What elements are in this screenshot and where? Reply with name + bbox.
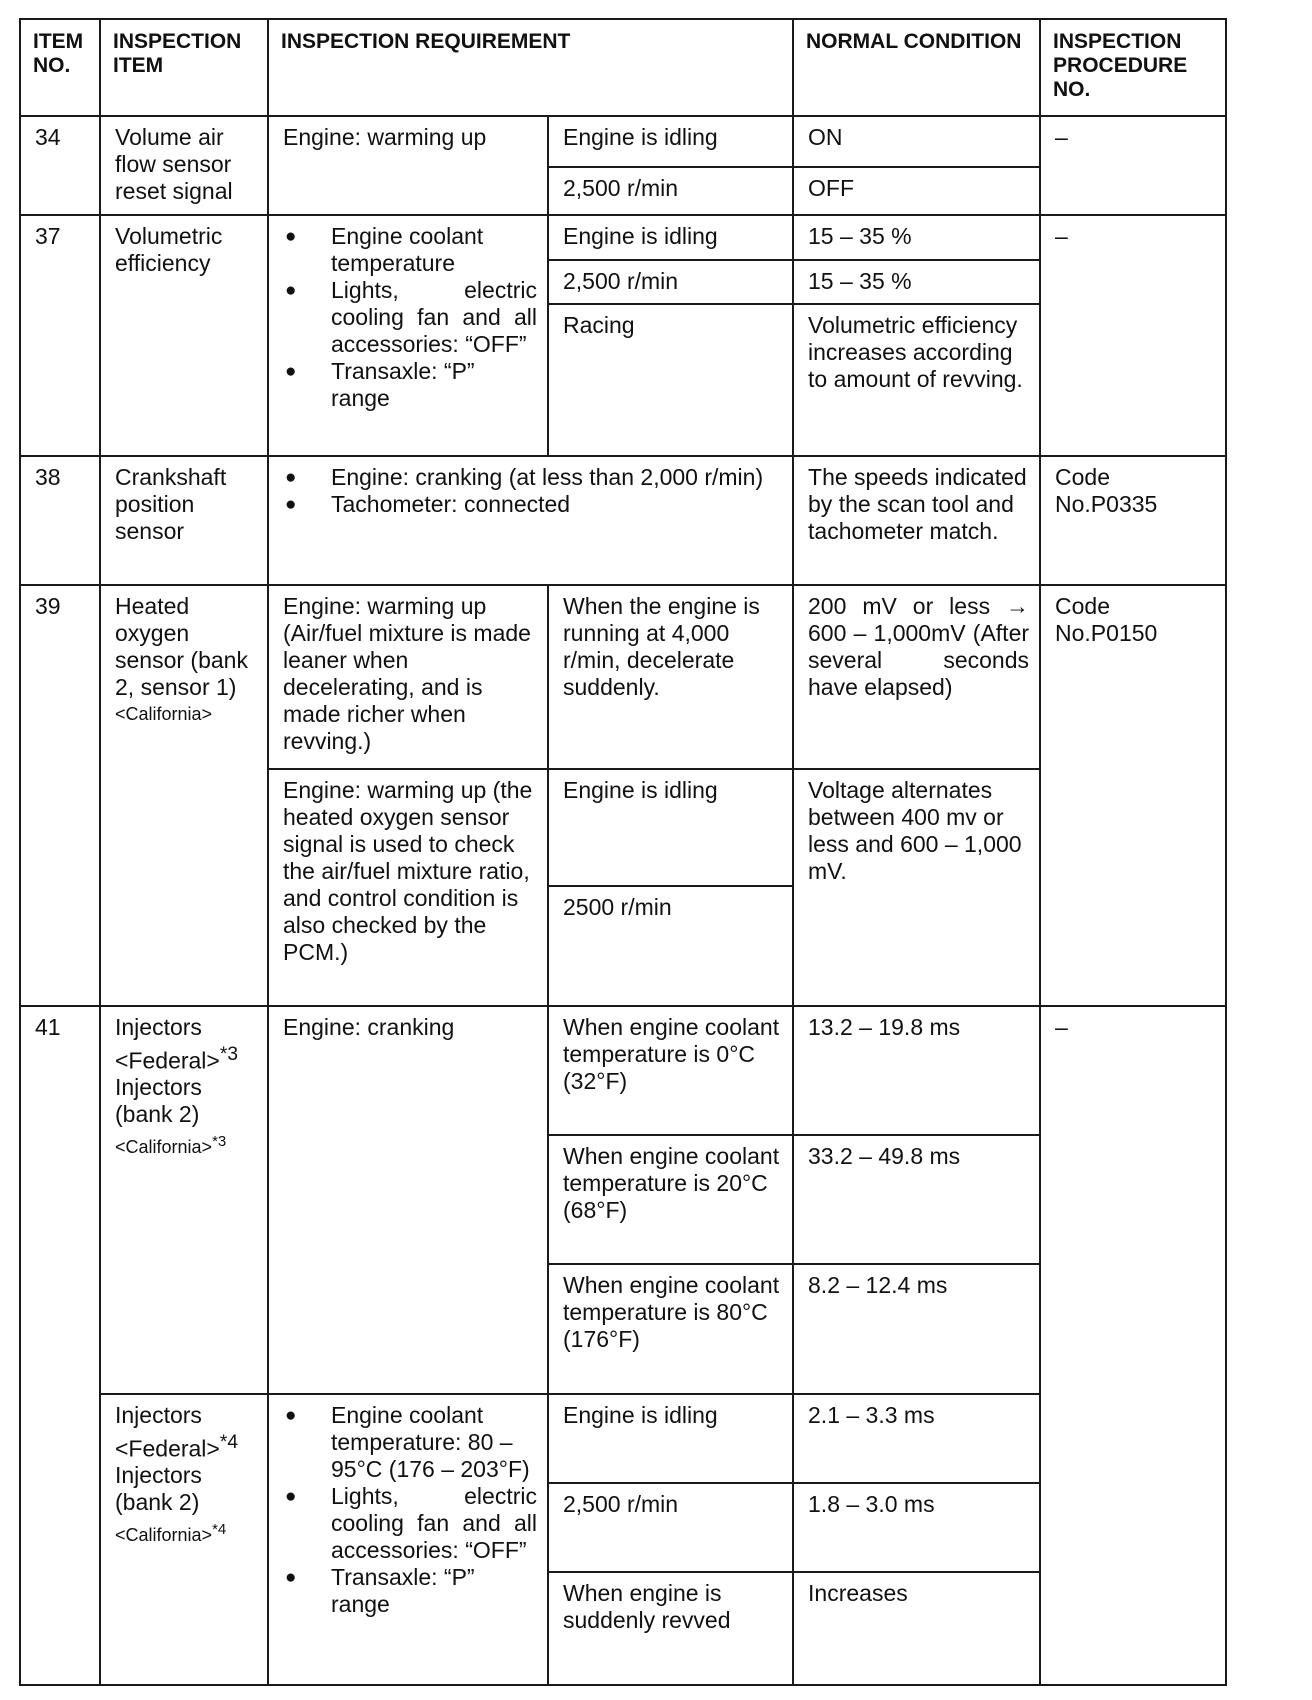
- item-41-b-normal-1: 2.1 – 3.3 ms: [793, 1394, 1040, 1483]
- item-38-name: Crankshaft position sensor: [100, 456, 268, 585]
- item-37-procedure: –: [1040, 215, 1226, 456]
- item-39-procedure: Code No.P0150: [1040, 585, 1226, 1006]
- item-41-a-normal-1: 13.2 – 19.8 ms: [793, 1006, 1040, 1135]
- list-item: ● Tachometer: connected: [283, 491, 782, 518]
- item-34-name: Volume air flow sensor reset signal: [100, 116, 268, 215]
- header-procedure-no: INSPECTION PROCEDURE NO.: [1040, 19, 1226, 116]
- table-row: [20, 215, 1226, 259]
- item-41-a-normal-3: 8.2 – 12.4 ms: [793, 1264, 1040, 1393]
- list-item: ● Engine: cranking (at less than 2,000 r/min): [283, 464, 782, 491]
- item-37-condition-1: Engine is idling: [548, 215, 793, 259]
- item-39-condition-2a: Engine is idling: [548, 769, 793, 886]
- item-38-requirements: [268, 456, 793, 585]
- item-37-condition-3: Racing: [548, 304, 793, 456]
- list-item: ● Transaxle: “P” range: [283, 358, 537, 412]
- item-41-name-b: [100, 1394, 268, 1685]
- item-41-b-condition-1: Engine is idling: [548, 1394, 793, 1483]
- header-inspection-item: INSPECTION ITEM: [100, 19, 268, 116]
- item-39-no: 39: [20, 585, 100, 1006]
- item-39-normal-2: Voltage alternates between 400 mv or less and 600 – 1,000 mV.: [793, 769, 1040, 1006]
- item-41-b-federal-text: <Federal>: [115, 1435, 220, 1462]
- item-34-procedure: –: [1040, 116, 1226, 215]
- item-39-condition-1: When the engine is running at 4,000 r/min, decelerate suddenly.: [548, 585, 793, 769]
- item-41-a-california-text: <California>: [115, 1137, 213, 1158]
- item-41-b-normal-2: 1.8 – 3.0 ms: [793, 1483, 1040, 1572]
- item-41-a-normal-2: 33.2 – 49.8 ms: [793, 1135, 1040, 1264]
- list-item: ● Engine coolant temperature: 80 – 95°C (176 – 203°F): [283, 1402, 537, 1483]
- inspection-page: [19, 18, 1225, 1686]
- item-37-normal-3: Volumetric efficiency increases according to amount of revving.: [793, 304, 1040, 456]
- item-39-requirement-2: Engine: warming up (the heated oxygen sensor signal is used to check the air/fuel mixture ratio, and control condition is also checked by the PCM.): [268, 769, 548, 1006]
- item-41-b-california-text: <California>: [115, 1525, 213, 1546]
- item-34-condition-1: Engine is idling: [548, 116, 793, 167]
- item-34-normal-1: ON: [793, 116, 1040, 167]
- item-41-a-injectors: Injectors: [115, 1013, 202, 1040]
- item-41-requirement-a: Engine: cranking: [268, 1006, 548, 1394]
- item-41-b-note-2: *4: [212, 1521, 227, 1539]
- item-41-a-note-2: *3: [212, 1133, 227, 1151]
- item-39-name-text: Heated oxygen sensor (bank 2, sensor 1): [115, 593, 248, 701]
- item-41-a-california: [115, 1128, 257, 1161]
- item-39-requirement-1: Engine: warming up (Air/fuel mixture is made leaner when decelerating, and is made richer when revving.): [268, 585, 548, 769]
- list-item: ● Engine coolant temperature: [283, 223, 537, 277]
- item-41-b-california: [115, 1516, 257, 1549]
- item-38-no: 38: [20, 456, 100, 585]
- item-34-normal-2: OFF: [793, 167, 1040, 216]
- item-41-procedure: –: [1040, 1006, 1226, 1685]
- item-41-a-condition-2: When engine coolant temperature is 20°C (68°F): [548, 1135, 793, 1264]
- item-41-b-normal-3: Increases: [793, 1572, 1040, 1685]
- item-39-normal-1: 200 mV or less → 600 – 1,000mV (After several seconds have elapsed): [793, 585, 1040, 769]
- item-34-requirement: Engine: warming up: [268, 116, 548, 215]
- inspection-table: [19, 18, 1227, 1686]
- item-41-a-federal: [115, 1041, 257, 1075]
- item-37-name: Volumetric efficiency: [100, 215, 268, 456]
- item-41-b-note-1: *4: [219, 1431, 238, 1453]
- item-39-condition-2b: 2500 r/min: [548, 886, 793, 1005]
- item-37-condition-2: 2,500 r/min: [548, 260, 793, 304]
- item-41-b-requirement-list: [283, 1402, 537, 1618]
- item-41-requirements-b: [268, 1394, 548, 1685]
- item-41-b-injectors: Injectors: [115, 1401, 202, 1428]
- item-34-condition-2: 2,500 r/min: [548, 167, 793, 216]
- item-39-name: [100, 585, 268, 1006]
- table-row: [20, 1006, 1226, 1135]
- header-item-no: ITEM NO.: [20, 19, 100, 116]
- item-37-normal-2: 15 – 35 %: [793, 260, 1040, 304]
- list-item: ● Lights, electric cooling fan and all accessories: “OFF”: [283, 277, 537, 358]
- header-inspection-requirement: INSPECTION REQUIREMENT: [268, 19, 793, 116]
- item-41-name-a: [100, 1006, 268, 1394]
- item-41-a-condition-3: When engine coolant temperature is 80°C (176°F): [548, 1264, 793, 1393]
- item-41-a-federal-text: <Federal>: [115, 1047, 220, 1074]
- item-37-no: 37: [20, 215, 100, 456]
- table-row: [20, 116, 1226, 167]
- item-37-requirements: [268, 215, 548, 456]
- item-41-b-federal: [115, 1429, 257, 1463]
- table-row: [20, 585, 1226, 769]
- item-37-requirement-list: [283, 223, 537, 412]
- item-34-no: 34: [20, 116, 100, 215]
- item-41-b-condition-2: 2,500 r/min: [548, 1483, 793, 1572]
- item-38-procedure: Code No.P0335: [1040, 456, 1226, 585]
- item-41-a-bank2: Injectors (bank 2): [115, 1074, 202, 1128]
- item-41-b-bank2: Injectors (bank 2): [115, 1462, 202, 1516]
- header-row: [20, 19, 1226, 116]
- item-38-requirement-list: [283, 464, 782, 518]
- list-item: ● Lights, electric cooling fan and all accessories: “OFF”: [283, 1483, 537, 1564]
- table-row: [20, 456, 1226, 585]
- list-item: ● Transaxle: “P” range: [283, 1564, 537, 1618]
- item-37-normal-1: 15 – 35 %: [793, 215, 1040, 259]
- item-41-b-condition-3: When engine is suddenly revved: [548, 1572, 793, 1685]
- item-41-no: 41: [20, 1006, 100, 1685]
- item-38-normal: The speeds indicated by the scan tool and tachometer match.: [793, 456, 1040, 585]
- item-41-a-note-1: *3: [219, 1043, 238, 1065]
- item-41-a-condition-1: When engine coolant temperature is 0°C (32°F): [548, 1006, 793, 1135]
- header-normal-condition: NORMAL CONDITION: [793, 19, 1040, 116]
- item-39-region: <California>: [115, 704, 213, 725]
